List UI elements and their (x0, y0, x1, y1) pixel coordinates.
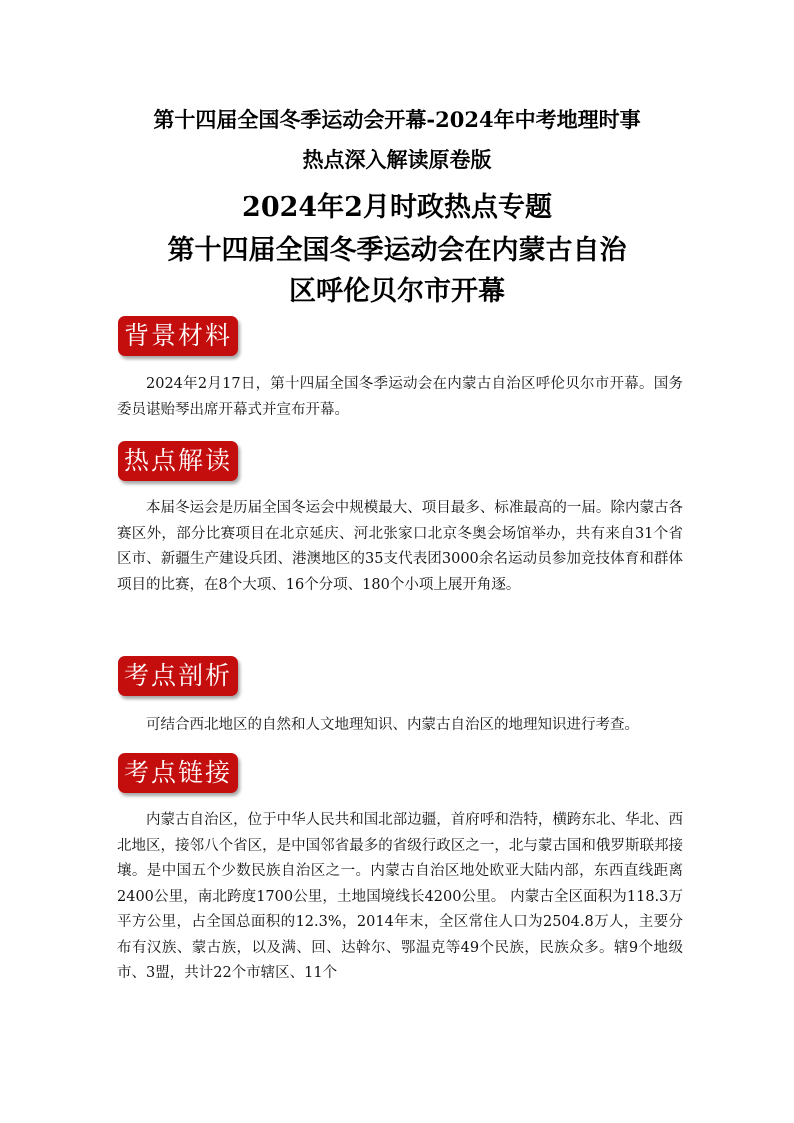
section-label-exam-links: 考点链接 (118, 753, 238, 793)
doc-title-line-2: 热点深入解读原卷版 (302, 147, 492, 172)
section-label-analysis: 热点解读 (118, 441, 238, 481)
doc-title-line-1: 第十四届全国冬季运动会开幕-2024年中考地理时事 (153, 107, 641, 132)
section-text-analysis: 本届冬运会是历届全国冬运会中规模最大、项目最多、标准最高的一届。除内蒙古各赛区外，部分比赛项目在北京延庆、河北张家口北京冬奥会场馆举办，共有来自31个省区市、新疆生产建设兵团、港澳地区的35支代表团3000余名运动员参加竞技体育和群体项目的比赛，在8个大项、16个分项、180个小项上展开角逐。 (117, 500, 683, 593)
doc-subtitle-line-3: 区呼伦贝尔市开幕 (289, 276, 505, 307)
section-text-background: 2024年2月17日，第十四届全国冬季运动会在内蒙古自治区呼伦贝尔市开幕。国务委员谌贻琴出席开幕式并宣布开幕。 (117, 376, 683, 418)
doc-subtitle-line-1: 2024年2月时政热点专题 (242, 192, 552, 223)
doc-subtitle-line-2: 第十四届全国冬季运动会在内蒙古自治 (167, 235, 627, 266)
section-text-exam-points: 可结合西北地区的自然和人文地理知识、内蒙古自治区的地理知识进行考查。 (146, 717, 639, 733)
section-label-exam-points: 考点剖析 (118, 656, 238, 696)
section-label-background: 背景材料 (118, 316, 238, 356)
section-text-exam-links: 内蒙古自治区，位于中华人民共和国北部边疆，首府呼和浩特，横跨东北、华北、西北地区，接邻八个省区，是中国邻省最多的省级行政区之一，北与蒙古国和俄罗斯联邦接壤。是中国五个少数民族自治区之一。内蒙古自治区地处欧亚大陆内部，东西直线距离2400公里，南北跨度1700公里，土地国境线长4200公里。 内蒙古全区面积为118.3万平方公里，占全国总面积的12.3%，2014年末，全区常住人口为2504.8万人，主要分布有汉族、蒙古族，以及满、回、达斡尔、鄂温克等49个民族，民族众多。辖9个地级市、3盟，共计22个市辖区、11个 (117, 812, 683, 981)
